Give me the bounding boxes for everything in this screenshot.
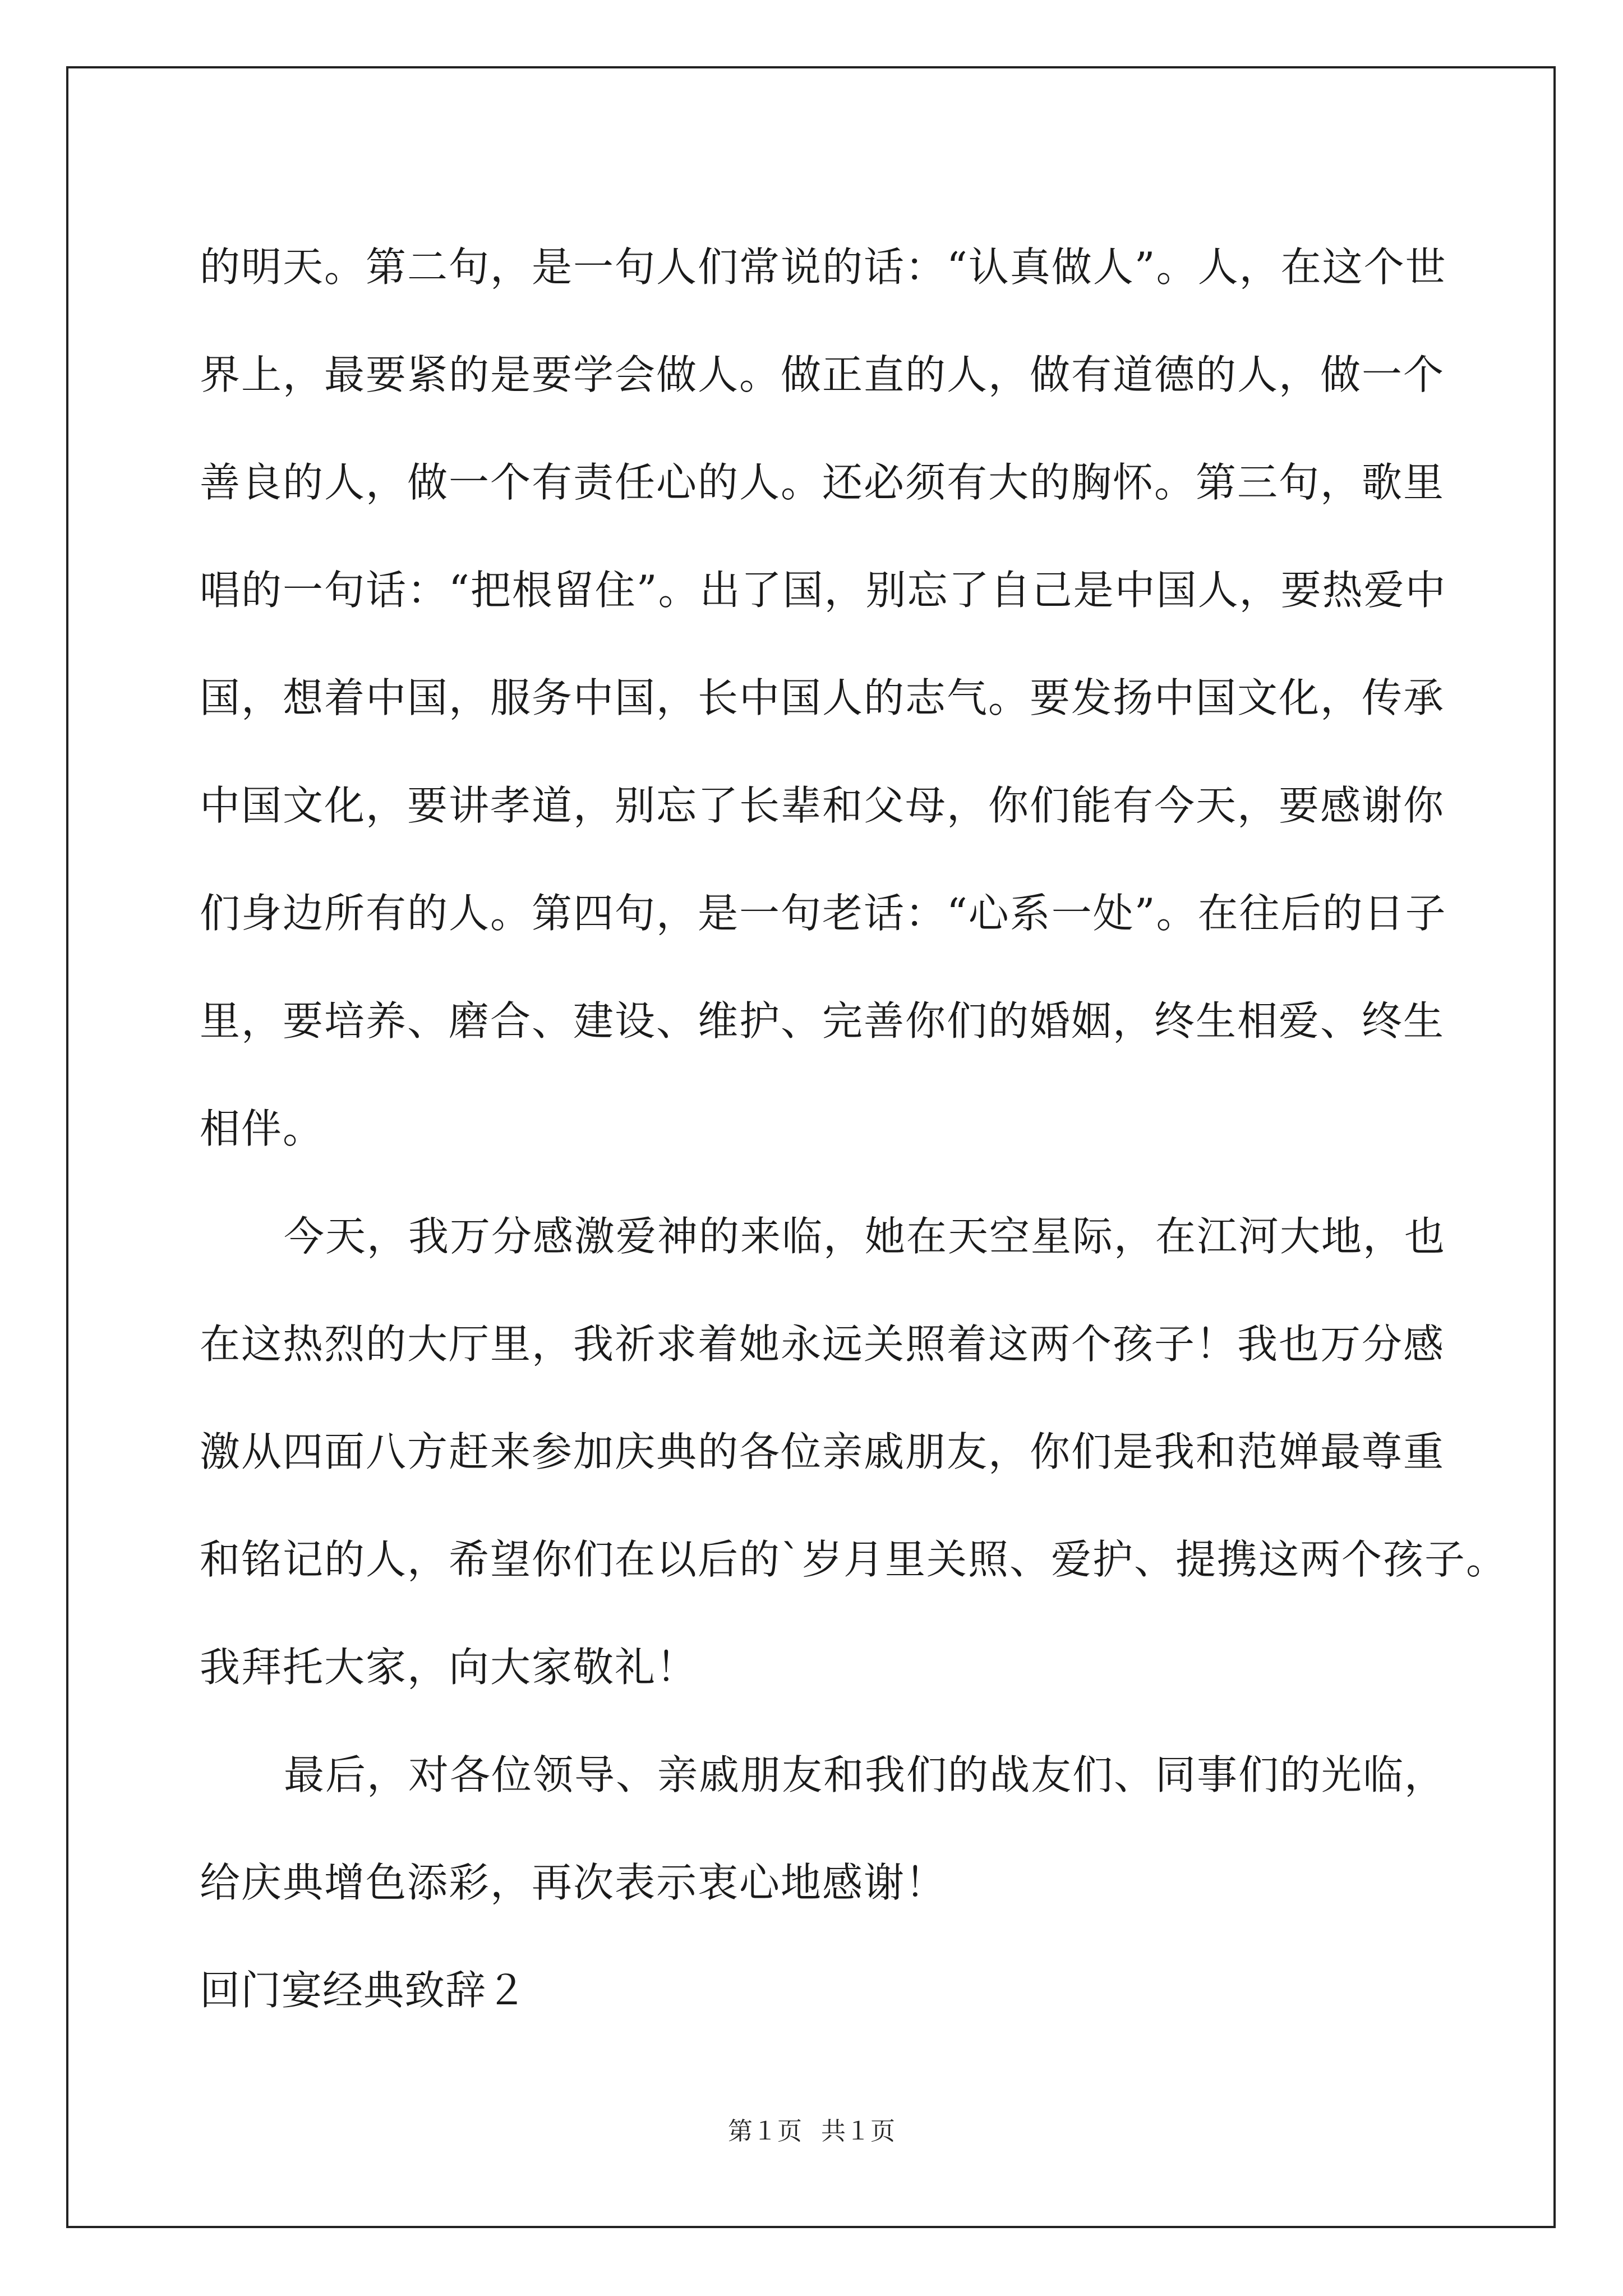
text-line: 中国文化，要讲孝道，别忘了长辈和父母，你们能有今天，要感谢你 bbox=[200, 782, 1445, 829]
text-line: 相伴。 bbox=[200, 1105, 325, 1152]
text-line: 的明天。第二句，是一句人们常说的话：“认真做人”。人，在这个世 bbox=[200, 243, 1447, 291]
text-line: 里，要培养、磨合、建设、维护、完善你们的婚姻，终生相爱、终生 bbox=[200, 997, 1445, 1045]
text-line: 给庆典增色添彩，再次表示衷心地感谢！ bbox=[200, 1859, 947, 1906]
text-line: 善良的人，做一个有责任心的人。还必须有大的胸怀。第三句，歌里 bbox=[200, 459, 1445, 506]
page-footer bbox=[0, 2116, 1623, 2147]
text-line: 我拜托大家，向大家敬礼！ bbox=[200, 1644, 698, 1691]
page-number: 第１页 bbox=[728, 2117, 802, 2146]
text-line: 今天，我万分感激爱神的来临，她在天空星际，在江河大地，也 bbox=[284, 1213, 1446, 1260]
text-line: 们身边所有的人。第四句，是一句老话：“心系一处”。在往后的日子 bbox=[200, 890, 1447, 937]
text-line: 唱的一句话：“把根留住”。出了国，别忘了自己是中国人，要热爱中 bbox=[200, 567, 1447, 614]
document-body bbox=[200, 213, 1508, 2044]
section-heading: 回门宴经典致辞２ bbox=[200, 1967, 528, 2014]
text-line: 在这热烈的大厅里，我祈求着她永远关照着这两个孩子！我也万分感 bbox=[200, 1320, 1445, 1368]
page-total: 共１页 bbox=[821, 2117, 895, 2146]
text-line: 界上，最要紧的是要学会做人。做正直的人，做有道德的人，做一个 bbox=[200, 351, 1445, 398]
text-line: 最后，对各位领导、亲戚朋友和我们的战友们、同事们的光临， bbox=[284, 1751, 1446, 1798]
text-line: 激从四面八方赶来参加庆典的各位亲戚朋友，你们是我和范婵最尊重 bbox=[200, 1428, 1445, 1475]
text-line: 和铭记的人，希望你们在以后的`岁月里关照、爱护、提携这两个孩子。 bbox=[200, 1536, 1508, 1583]
text-line: 国，想着中国，服务中国，长中国人的志气。要发扬中国文化，传承 bbox=[200, 674, 1445, 721]
